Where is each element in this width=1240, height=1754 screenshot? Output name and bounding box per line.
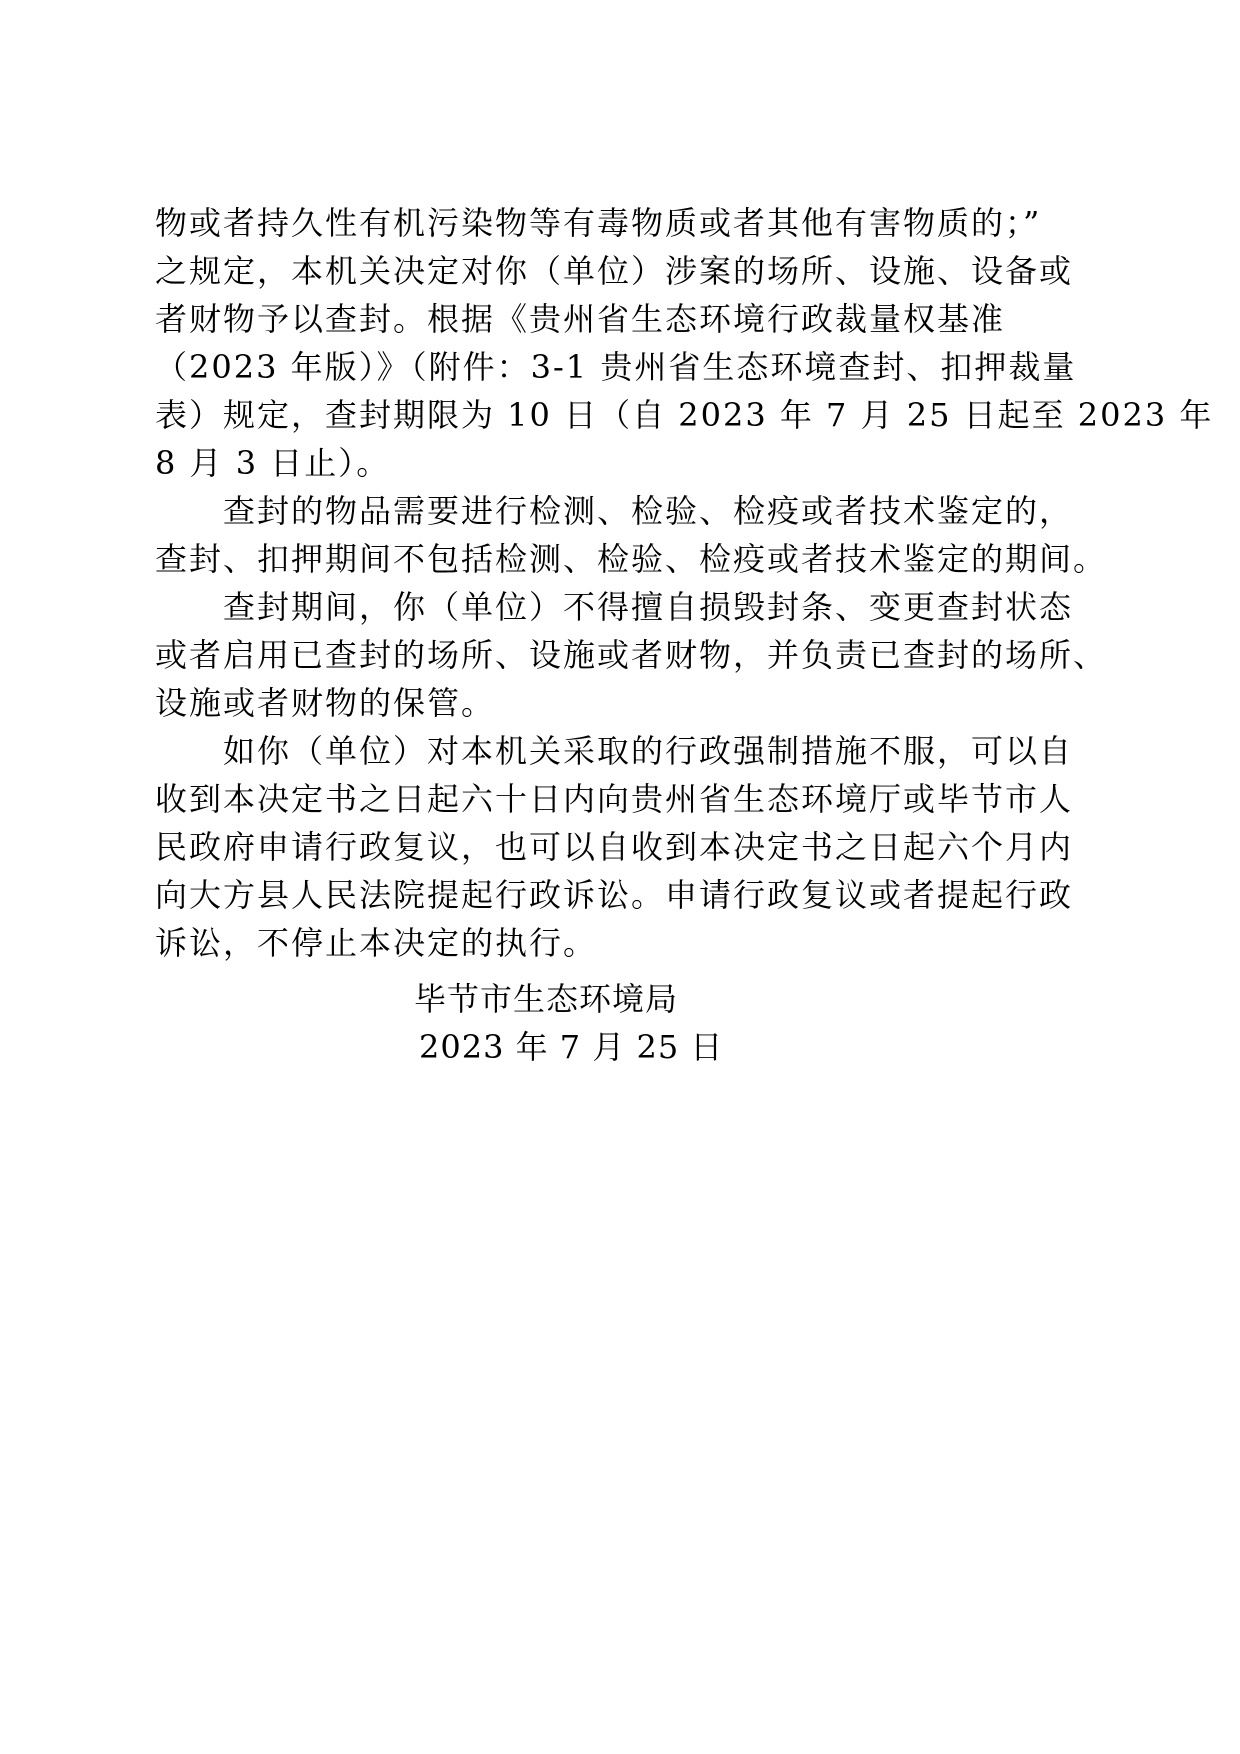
paragraph-2-line-2: 查封、扣押期间不包括检测、检验、检疫或者技术鉴定的期间。: [155, 540, 1108, 578]
signature-block: [414, 975, 814, 1071]
paragraph-4-line-2: 收到本决定书之日起六十日内向贵州省生态环境厅或毕节市人: [155, 780, 1074, 818]
paragraph-1-line-1: 物或者持久性有机污染物等有毒物质或者其他有害物质的；”: [155, 204, 1042, 242]
paragraph-4-line-1: 如你（单位）对本机关采取的行政强制措施不服，可以自: [223, 732, 1074, 770]
paragraph-1-line-6: 8 月 3 日止）。: [155, 444, 391, 482]
paragraph-2-line-1: 查封的物品需要进行检测、检验、检疫或者技术鉴定的，: [223, 492, 1074, 530]
signature-organization: 毕节市生态环境局: [414, 980, 679, 1018]
paragraph-1-line-3: 者财物予以查封。根据《贵州省生态环境行政裁量权基准: [155, 300, 1006, 338]
paragraph-4-line-4: 向大方县人民法院提起行政诉讼。申请行政复议或者提起行政: [155, 876, 1074, 914]
paragraph-3-line-1: 查封期间，你（单位）不得擅自损毁封条、变更查封状态: [223, 588, 1074, 626]
paragraph-3-line-2: 或者启用已查封的场所、设施或者财物，并负责已查封的场所、: [155, 636, 1108, 674]
paragraph-4-line-5: 诉讼，不停止本决定的执行。: [155, 924, 598, 962]
paragraph-3-line-3: 设施或者财物的保管。: [155, 684, 496, 722]
paragraph-1-line-5: 表）规定，查封期限为 10 日（自 2023 年 7 月 25 日起至 2023 年: [155, 396, 1214, 434]
paragraph-4-line-3: 民政府申请行政复议，也可以自收到本决定书之日起六个月内: [155, 828, 1074, 866]
paragraph-1-line-2: 之规定，本机关决定对你（单位）涉案的场所、设施、设备或: [155, 252, 1074, 290]
document-body: [155, 199, 1214, 967]
signature-date: 2023 年 7 月 25 日: [419, 1028, 724, 1066]
paragraph-1-line-4: （2023 年版）》（附件：3-1 贵州省生态环境查封、扣押裁量: [155, 348, 1077, 386]
